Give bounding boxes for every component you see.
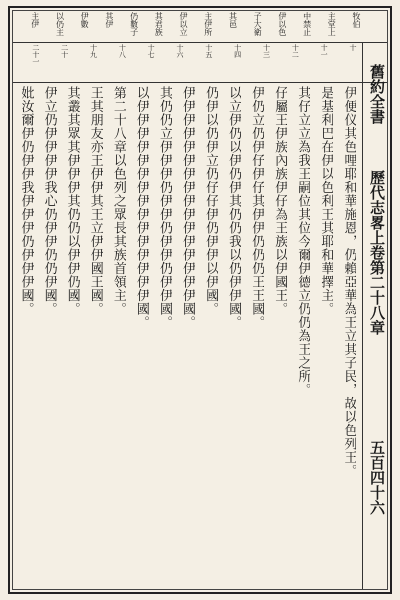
notes-rule (13, 82, 387, 83)
text-column: 仔屬王伊族內族伊仔為王族以伊國王。 (272, 86, 288, 316)
text-column: 其仍仍立伊伊伊仍伊伊仍伊伊仍伊伊國。 (156, 86, 172, 329)
text-column: 是基利巴在伊以色利王其耶和華擇主。 (318, 86, 334, 316)
text-column: 王其朋友亦王伊伊其王立伊伊國王國。 (87, 86, 103, 316)
header-note: 仍數子 (129, 12, 139, 36)
text-column: 伊便仪其色哩耶和華施恩，仍賴亞華為王立其子民，故以色列王。 (341, 86, 357, 478)
header-note: 伊以立 (179, 12, 188, 36)
book-title: 舊約全書 (368, 64, 386, 124)
text-column: 其叢其眾其伊伊伊其仍仍以伊伊仍國。 (64, 86, 80, 316)
column-number-row (14, 44, 360, 80)
text-column: 伊仍立仍伊仔伊仔其伊伊仍仍仍王王國。 (249, 86, 265, 329)
column-number: 十五 (204, 44, 213, 58)
chapter-label: 歷代志畧上卷第二十八章 (368, 170, 386, 335)
column-number: 十六 (176, 44, 184, 58)
header-note: 伊以色 (277, 12, 287, 36)
header-note: 主伊 (30, 12, 40, 28)
column-number: 十七 (147, 44, 156, 58)
header-notes (14, 12, 360, 42)
column-number: 十三 (262, 44, 271, 58)
text-column: 妣汝爾伊仍伊伊我伊伊伊仍伊伊伊國。 (18, 86, 34, 316)
header-note: 其君族 (154, 12, 164, 36)
text-column: 伊立仍伊伊伊伊我心仍伊伊仍仍伊國。 (41, 86, 57, 316)
column-number: 十八 (118, 44, 127, 58)
text-column: 以立伊仍以伊仍伊其仍仍我以仍伊伊國。 (226, 86, 242, 329)
header-note: 主堂上 (327, 12, 337, 36)
column-number: 二十一 (31, 44, 40, 65)
page-number: 五百四十六 (368, 440, 386, 515)
column-number: 十一 (320, 44, 329, 58)
column-number: 十四 (233, 44, 242, 58)
column-number: 十九 (89, 44, 98, 58)
header-note: 其邑 (228, 12, 238, 28)
header-note: 牧伯 (352, 12, 361, 28)
header-note: 主伊所 (203, 12, 213, 36)
header-note: 子大衛 (253, 12, 263, 36)
text-column: 第二十八章以色列之眾長其族首領主。 (110, 86, 126, 316)
header-note: 伊數 (80, 12, 90, 28)
header-note: 其伊 (104, 12, 114, 28)
header-note: 中禁止 (302, 12, 312, 36)
column-number: 十 (349, 44, 357, 51)
text-column: 其仔立立為我王嗣位其位今爾伊德立仍仍為王之所。 (295, 86, 311, 397)
column-number: 二十 (60, 44, 69, 58)
text-column: 伊伊伊伊伊伊伊伊伊伊伊伊伊伊伊伊國。 (180, 86, 195, 329)
body-text (14, 86, 360, 590)
header-rule (13, 42, 387, 43)
column-number: 十二 (291, 44, 300, 58)
text-column: 仍伊以仍伊立仍仔仔伊仍伊伊以伊國。 (203, 86, 219, 316)
text-column: 以伊伊伊伊伊伊伊伊伊伊伊伊伊伊伊國。 (133, 86, 149, 329)
header-note: 以仍主 (55, 12, 65, 36)
side-rule (362, 43, 363, 589)
